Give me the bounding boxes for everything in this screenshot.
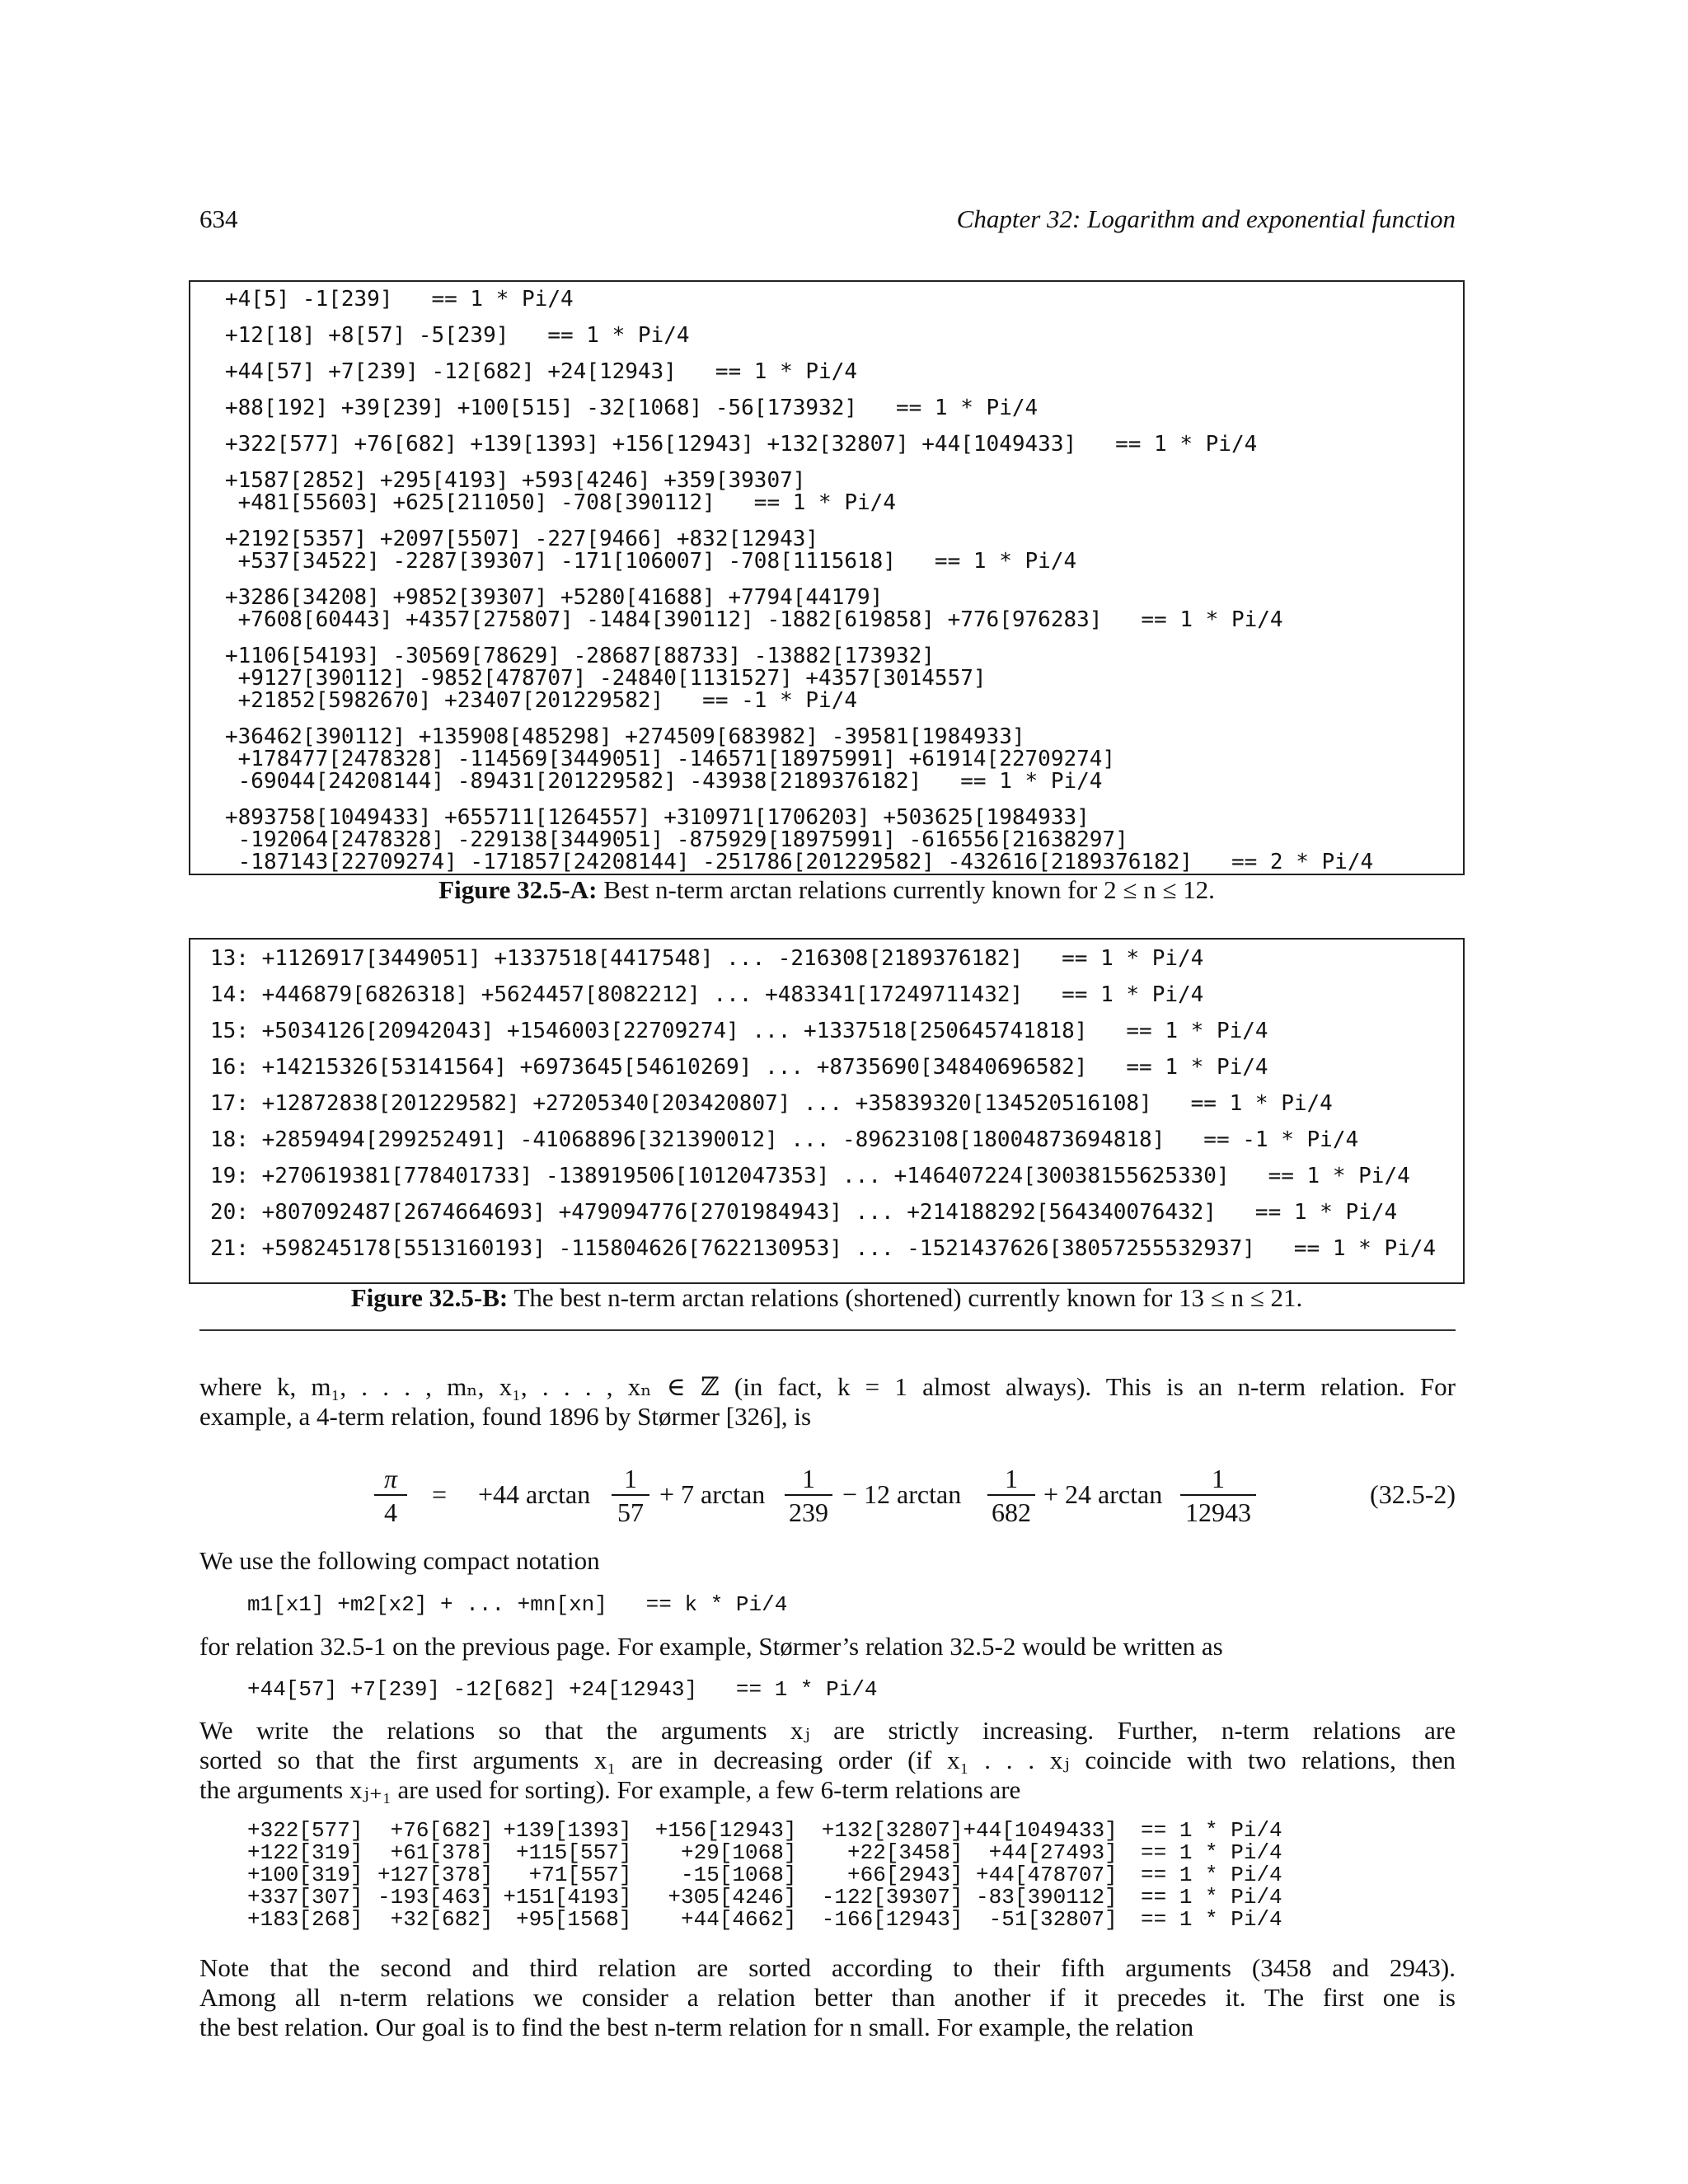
relation-entry: [210, 1238, 1436, 1260]
relation-line: 20: +807092487[2674664693] +479094776[2701984943] ... +214188292[564340076432] == 1 * Pi/4: [210, 1200, 1398, 1225]
paragraph-line: the best relation. Our goal is to find the best n-term relation for n small. For example, the relation: [199, 2013, 1194, 2041]
figure-b-caption-label: Figure 32.5-B:: [350, 1283, 509, 1312]
relation-term: +139[1393]: [503, 1818, 632, 1843]
fraction-denominator: 682: [992, 1497, 1031, 1527]
relation-line: +36462[390112] +135908[485298] +274509[683982] -39581[1984933]: [225, 724, 1025, 749]
relation-term: +151[4193]: [503, 1885, 632, 1910]
relation-term: +61[378]: [390, 1840, 494, 1865]
relation-line: 15: +5034126[20942043] +1546003[22709274] ... +1337518[250645741818] == 1 * Pi/4: [210, 1019, 1268, 1043]
fraction-denominator: 4: [384, 1497, 397, 1527]
fraction-denominator: 239: [789, 1497, 828, 1527]
relation-entry: [210, 1165, 1436, 1188]
relation-entry: [225, 726, 1373, 793]
paragraph-sorting: [199, 1716, 1456, 1805]
relation-row: [247, 1820, 1282, 1842]
fraction-1-over-239: [785, 1463, 832, 1529]
figure-b-relations: [210, 948, 1436, 1274]
relation-entry: [225, 645, 1373, 712]
paragraph-compact-notation: [199, 1546, 1456, 1576]
relation-line: 16: +14215326[53141564] +6973645[54610269] ... +8735690[34840696582] == 1 * Pi/4: [210, 1055, 1268, 1080]
relation-line: +3286[34208] +9852[39307] +5280[41688] +7794[44179]: [225, 585, 884, 610]
relation-term: +44[1049433]: [963, 1818, 1118, 1843]
relation-term: +71[557]: [528, 1863, 632, 1887]
relation-line: 21: +598245178[5513160193] -115804626[7622130953] ... -1521437626[38057255532937] == 1 * Pi/4: [210, 1236, 1437, 1261]
relation-term: +29[1068]: [681, 1840, 797, 1865]
page-number: 634: [199, 204, 238, 233]
relation-line: -187143[22709274] -171857[24208144] -251786[201229582] -432616[2189376182] == 2 * Pi/4: [225, 850, 1374, 874]
relation-line: +893758[1049433] +655711[1264557] +310971[1706203] +503625[1984933]: [225, 805, 1090, 830]
relation-line: +44[57] +7[239] -12[682] +24[12943] == 1 * Pi/4: [225, 359, 858, 384]
relation-line: 18: +2859494[299252491] -41068896[321390012] ... -89623108[18004873694818] == -1 * Pi/4: [210, 1127, 1359, 1152]
figure-a-caption-text: Best n-term arctan relations currently known for 2 ≤ n ≤ 12.: [597, 875, 1215, 904]
relation-line: +481[55603] +625[211050] -708[390112] == 1 * Pi/4: [225, 490, 896, 515]
relation-entry: [210, 1093, 1436, 1115]
equation-number: (32.5-2): [1370, 1479, 1456, 1509]
equation-32-5-2: [199, 1463, 1456, 1530]
fraction-numerator: 1: [1005, 1464, 1018, 1493]
paragraph-line: We write the relations so that the arguments xⱼ are strictly increasing. Further, n-term relations are: [199, 1716, 1456, 1745]
equals-sign: =: [432, 1479, 448, 1509]
paragraph-best-relation: [199, 1953, 1456, 2042]
fraction-denominator: 57: [617, 1497, 644, 1527]
relation-result: == 1 * Pi/4: [1141, 1885, 1282, 1910]
fraction-numerator: 1: [624, 1464, 637, 1493]
relation-line: +2192[5357] +2097[5507] -227[9466] +832[12943]: [225, 527, 819, 551]
relation-line: +1106[54193] -30569[78629] -28687[88733] -13882[173932]: [225, 644, 935, 668]
relation-line: -192064[2478328] -229138[3449051] -875929[18975991] -616556[21638297]: [225, 827, 1128, 852]
relation-line: -69044[24208144] -89431[201229582] -43938[2189376182] == 1 * Pi/4: [225, 769, 1103, 794]
figure-32-5-b: [189, 938, 1465, 1284]
relation-term: +115[557]: [516, 1840, 632, 1865]
relation-term: +156[12943]: [654, 1818, 797, 1843]
relation-line: 17: +12872838[201229582] +27205340[203420807] ... +35839320[134520516108] == 1 * Pi/4: [210, 1091, 1333, 1116]
relation-result: == 1 * Pi/4: [1141, 1907, 1282, 1932]
figure-a-relations: [225, 288, 1373, 888]
relation-entry: [225, 470, 1373, 514]
relation-result: == 1 * Pi/4: [1141, 1863, 1282, 1887]
relation-term: +100[319]: [247, 1863, 363, 1887]
relation-line: +4[5] -1[239] == 1 * Pi/4: [225, 287, 574, 312]
relation-term: +44[27493]: [988, 1840, 1118, 1865]
relation-entry: [210, 1129, 1436, 1151]
term-2-coefficient: + 7 arctan: [659, 1479, 766, 1509]
figure-a-caption-label: Figure 32.5-A:: [438, 875, 598, 904]
relation-term: +127[378]: [377, 1863, 494, 1887]
figure-separator-rule: [199, 1329, 1456, 1331]
fraction-1-over-57: [612, 1463, 649, 1529]
relation-line: +322[577] +76[682] +139[1393] +156[12943] +132[32807] +44[1049433] == 1 * Pi/4: [225, 432, 1258, 457]
paragraph-line: sorted so that the first arguments x₁ are in decreasing order (if x₁ . . . xⱼ coincide with two relations, then: [199, 1746, 1456, 1774]
paragraph-n-term-intro: [199, 1372, 1456, 1432]
relation-line: +88[192] +39[239] +100[515] -32[1068] -56[173932] == 1 * Pi/4: [225, 396, 1039, 420]
relation-row: [247, 1864, 1282, 1886]
relation-entry: [225, 288, 1373, 311]
relation-line: +9127[390112] -9852[478707] -24840[1131527] +4357[3014557]: [225, 666, 987, 691]
relation-term: +322[577]: [247, 1818, 363, 1843]
paragraph-line: example, a 4-term relation, found 1896 by Størmer [326], is: [199, 1402, 812, 1431]
fraction-1-over-12943: [1180, 1463, 1256, 1529]
relation-row: [247, 1886, 1282, 1909]
relation-term: +305[4246]: [668, 1885, 797, 1910]
relation-line: +178477[2478328] -114569[3449051] -146571[18975991] +61914[22709274]: [225, 747, 1116, 771]
figure-a-caption: [189, 875, 1465, 905]
fraction-1-over-682: [987, 1463, 1035, 1529]
notation-code: m1[x1] +m2[x2] + ... +mn[xn] == k * Pi/4: [247, 1592, 788, 1617]
relation-row: [247, 1842, 1282, 1864]
paragraph-line: the arguments xⱼ₊₁ are used for sorting). For example, a few 6-term relations are: [199, 1775, 1021, 1804]
term-3-coefficient: − 12 arctan: [842, 1479, 962, 1509]
relation-line: +7608[60443] +4357[275807] -1484[390112] -1882[619858] +776[976283] == 1 * Pi/4: [225, 607, 1283, 632]
relation-line: +21852[5982670] +23407[201229582] == -1 * Pi/4: [225, 688, 858, 713]
term-4-coefficient: + 24 arctan: [1043, 1479, 1163, 1509]
relation-term: +122[319]: [247, 1840, 363, 1865]
paragraph-line: Note that the second and third relation are sorted according to their fifth arguments (3458 and 2943).: [199, 1953, 1456, 1982]
figure-b-caption-text: The best n-term arctan relations (shortened) currently known for 13 ≤ n ≤ 21.: [508, 1283, 1303, 1312]
relation-term: -15[1068]: [681, 1863, 797, 1887]
relation-term: +76[682]: [390, 1818, 494, 1843]
chapter-title: Chapter 32: Logarithm and exponential function: [956, 204, 1456, 233]
fraction-denominator: 12943: [1185, 1497, 1251, 1527]
relation-line: +12[18] +8[57] -5[239] == 1 * Pi/4: [225, 323, 690, 348]
relation-entry: [225, 325, 1373, 347]
relation-row: [247, 1909, 1282, 1931]
relation-entry: [210, 984, 1436, 1006]
relation-line: 13: +1126917[3449051] +1337518[4417548] ... -216308[2189376182] == 1 * Pi/4: [210, 946, 1204, 971]
paragraph-line: for relation 32.5-1 on the previous page. For example, Størmer’s relation 32.5-2 would be written as: [199, 1632, 1223, 1661]
paragraph-line: We use the following compact notation: [199, 1546, 600, 1575]
relation-entry: [225, 434, 1373, 456]
relation-term: -51[32807]: [988, 1907, 1118, 1932]
fraction-numerator: 1: [1212, 1464, 1225, 1493]
relation-line: +1587[2852] +295[4193] +593[4246] +359[39307]: [225, 468, 806, 493]
relation-term: +337[307]: [247, 1885, 363, 1910]
relation-term: +32[682]: [390, 1907, 494, 1932]
relation-entry: [210, 1202, 1436, 1224]
relation-term: -193[463]: [377, 1885, 494, 1910]
relation-term: +132[32807]: [821, 1818, 964, 1843]
six-term-relations-table: [247, 1820, 1282, 1931]
relation-entry: [225, 587, 1373, 631]
relation-entry: [210, 1020, 1436, 1043]
relation-term: +44[4662]: [681, 1907, 797, 1932]
figure-b-caption: [189, 1283, 1465, 1313]
relation-term: +95[1568]: [516, 1907, 632, 1932]
term-1-coefficient: +44 arctan: [478, 1479, 591, 1509]
relation-term: +183[268]: [247, 1907, 363, 1932]
relation-term: +44[478707]: [976, 1863, 1118, 1887]
relation-term: -166[12943]: [821, 1907, 964, 1932]
relation-term: +22[3458]: [847, 1840, 964, 1865]
relation-term: +66[2943]: [847, 1863, 964, 1887]
relation-result: == 1 * Pi/4: [1141, 1818, 1282, 1843]
relation-line: +537[34522] -2287[39307] -171[106007] -708[1115618] == 1 * Pi/4: [225, 549, 1077, 574]
fraction-pi-over-4: [374, 1463, 407, 1529]
relation-entry: [225, 528, 1373, 573]
paragraph-line: where k, m₁, . . . , mₙ, x₁, . . . , xₙ ∈ ℤ (in fact, k = 1 almost always). This is an n-term relation. For: [199, 1372, 1456, 1401]
figure-32-5-a: [189, 280, 1465, 875]
relation-line: 14: +446879[6826318] +5624457[8082212] ... +483341[17249711432] == 1 * Pi/4: [210, 982, 1204, 1007]
relation-entry: [225, 397, 1373, 419]
relation-entry: [210, 948, 1436, 970]
relation-term: -122[39307]: [821, 1885, 964, 1910]
paragraph-line: Among all n-term relations we consider a relation better than another if it precedes it. The first one is: [199, 1983, 1456, 2012]
relation-entry: [225, 361, 1373, 383]
stormer-code: +44[57] +7[239] -12[682] +24[12943] == 1 * Pi/4: [247, 1677, 878, 1702]
relation-result: == 1 * Pi/4: [1141, 1840, 1282, 1865]
relation-term: -83[390112]: [976, 1885, 1118, 1910]
paragraph-stormer-written: [199, 1632, 1456, 1661]
relation-entry: [225, 807, 1373, 874]
relation-entry: [210, 1057, 1436, 1079]
fraction-numerator: 1: [802, 1464, 815, 1493]
page-header: [199, 204, 1456, 241]
fraction-numerator: π: [383, 1464, 398, 1493]
relation-line: 19: +270619381[778401733] -138919506[1012047353] ... +146407224[30038155625330] == 1 * Pi/4: [210, 1164, 1410, 1188]
